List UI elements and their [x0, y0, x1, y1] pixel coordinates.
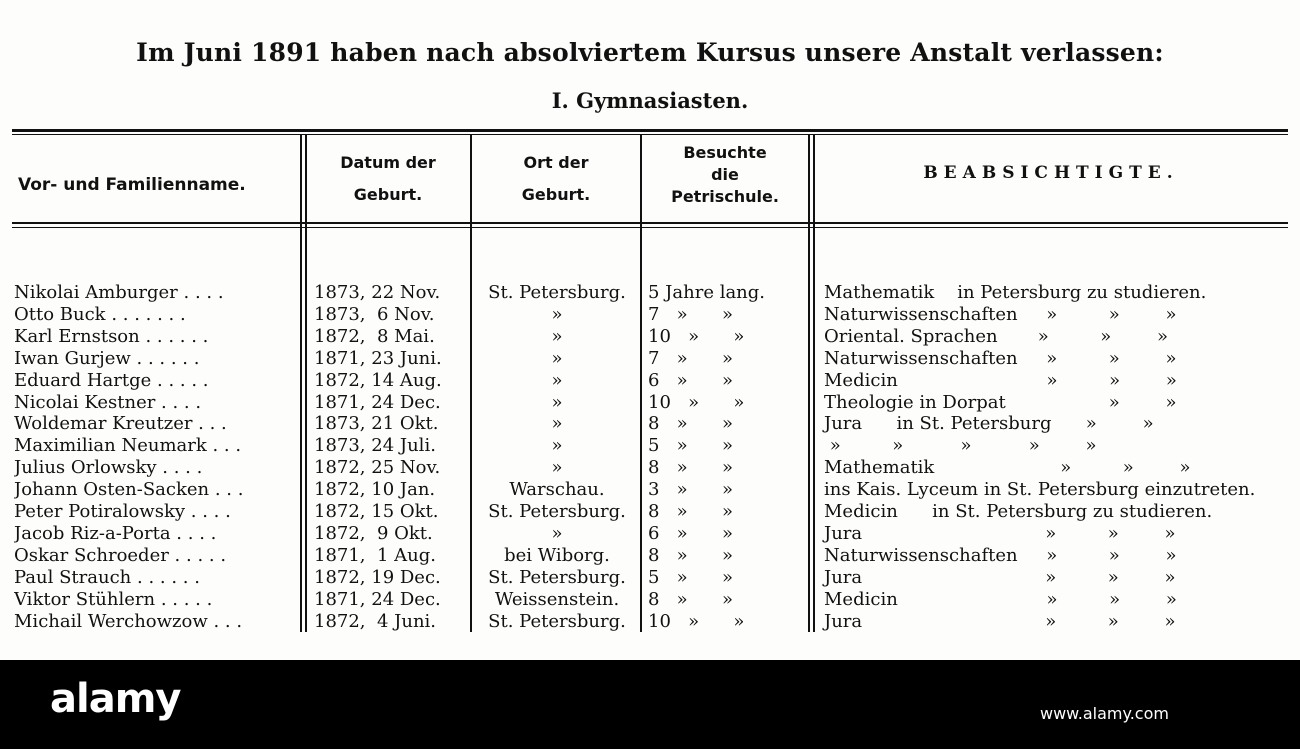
header-name: Vor- und Familienname.: [18, 175, 246, 195]
row-name: Michail Werchowzow . . .: [14, 610, 243, 632]
watermark-url: www.alamy.com: [1040, 704, 1169, 723]
row-school-years: 10 » »: [648, 610, 745, 632]
row-birth-date: 1871, 23 Juni.: [314, 347, 442, 369]
row-intended-study: Jura in St. Petersburg » »: [824, 413, 1154, 435]
row-school-years: 3 » »: [648, 479, 733, 501]
column-divider-2: [470, 134, 472, 632]
row-birth-place: St. Petersburg.: [488, 282, 626, 303]
row-school-years: 10 » »: [648, 391, 745, 413]
row-name: Karl Ernstson . . . . . .: [14, 325, 209, 347]
row-school-years: 5 » »: [648, 566, 733, 588]
row-intended-study: » » » » »: [824, 435, 1097, 457]
header-plan: BEABSICHTIGTE.: [923, 163, 1179, 183]
row-name: Oskar Schroeder . . . . .: [14, 544, 227, 566]
row-school-years: 6 » »: [648, 369, 733, 391]
row-school-years: 8 » »: [648, 457, 733, 479]
row-school-years: 8 » »: [648, 544, 733, 566]
row-school-years: 7 » »: [648, 303, 733, 325]
header-place: [472, 150, 640, 208]
header-school-line2: die: [711, 165, 739, 184]
row-school-years: 5 » »: [648, 435, 733, 457]
header-rule-thin: [12, 227, 1288, 228]
row-birth-place: »: [551, 457, 563, 479]
watermark-logo: alamy: [50, 676, 181, 722]
row-birth-place: »: [551, 369, 563, 391]
row-intended-study: Jura » » »: [824, 566, 1176, 588]
header-school-line3: Petrischule.: [671, 187, 779, 206]
row-name: Eduard Hartge . . . . .: [14, 369, 209, 391]
header-place-line1: Ort der: [523, 153, 589, 172]
row-name: Paul Strauch . . . . . .: [14, 566, 200, 588]
header-rule: [12, 222, 1288, 224]
row-name: Viktor Stühlern . . . . .: [14, 588, 213, 610]
row-birth-date: 1872, 15 Okt.: [314, 501, 439, 522]
row-school-years: 6 » »: [648, 522, 733, 544]
row-name: Johann Osten-Sacken . . .: [14, 479, 244, 501]
row-birth-date: 1873, 24 Juli.: [314, 435, 436, 457]
row-birth-place: St. Petersburg.: [488, 610, 626, 632]
row-birth-date: 1872, 25 Nov.: [314, 457, 441, 479]
row-name: Julius Orlowsky . . . .: [14, 457, 203, 479]
row-birth-place: »: [551, 347, 563, 369]
row-intended-study: Mathematik » » »: [824, 457, 1191, 479]
row-birth-place: St. Petersburg.: [488, 501, 626, 522]
row-school-years: 5 Jahre lang.: [648, 282, 766, 303]
header-school: [642, 142, 808, 208]
row-intended-study: Naturwissenschaften » » »: [824, 303, 1177, 325]
row-school-years: 8 » »: [648, 413, 733, 435]
column-divider-1: [300, 134, 302, 632]
row-birth-date: 1872, 9 Okt.: [314, 522, 433, 544]
row-birth-place: Warschau.: [509, 479, 605, 501]
row-birth-date: 1873, 22 Nov.: [314, 282, 441, 303]
row-intended-study: Naturwissenschaften » » »: [824, 544, 1177, 566]
row-name: Nikolai Amburger . . . .: [14, 282, 224, 303]
row-name: Woldemar Kreutzer . . .: [14, 413, 227, 435]
header-place-line2: Geburt.: [521, 185, 591, 204]
row-birth-date: 1872, 4 Juni.: [314, 610, 437, 632]
section-subtitle: I. Gymnasiasten.: [551, 88, 749, 113]
column-divider-4: [808, 134, 810, 632]
row-school-years: 8 » »: [648, 501, 733, 522]
row-school-years: 10 » »: [648, 325, 745, 347]
row-school-years: 7 » »: [648, 347, 733, 369]
row-name: Nicolai Kestner . . . .: [14, 391, 202, 413]
header-date-line2: Geburt.: [353, 185, 423, 204]
header-date-line1: Datum der: [340, 153, 436, 172]
row-birth-place: »: [551, 413, 563, 435]
column-divider-1b: [305, 134, 307, 632]
row-name: Jacob Riz-a-Porta . . . .: [14, 522, 217, 544]
row-name: Otto Buck . . . . . . .: [14, 303, 186, 325]
header-date: [306, 150, 470, 208]
row-birth-date: 1872, 8 Mai.: [314, 325, 435, 347]
header-school-line1: Besuchte: [683, 143, 767, 162]
row-name: Maximilian Neumark . . .: [14, 435, 242, 457]
row-birth-date: 1872, 10 Jan.: [314, 479, 436, 501]
column-divider-4b: [813, 134, 815, 632]
row-birth-place: bei Wiborg.: [504, 544, 610, 566]
row-birth-place: St. Petersburg.: [488, 566, 626, 588]
row-intended-study: Medicin » » »: [824, 588, 1177, 610]
row-intended-study: Theologie in Dorpat » »: [824, 391, 1177, 413]
row-school-years: 8 » »: [648, 588, 733, 610]
row-birth-place: »: [551, 522, 563, 544]
row-birth-date: 1872, 14 Aug.: [314, 369, 442, 391]
row-birth-date: 1872, 19 Dec.: [314, 566, 441, 588]
row-birth-date: 1873, 21 Okt.: [314, 413, 439, 435]
row-birth-date: 1871, 24 Dec.: [314, 391, 441, 413]
row-birth-date: 1873, 6 Nov.: [314, 303, 435, 325]
page-title: Im Juni 1891 haben nach absolviertem Kursus unsere Anstalt verlassen:: [136, 38, 1164, 67]
row-birth-place: »: [551, 303, 563, 325]
row-name: Iwan Gurjew . . . . . .: [14, 347, 200, 369]
column-divider-3: [640, 134, 642, 632]
row-intended-study: Oriental. Sprachen » » »: [824, 325, 1168, 347]
row-birth-date: 1871, 1 Aug.: [314, 544, 436, 566]
top-rule-thin: [12, 134, 1288, 135]
row-birth-place: »: [551, 435, 563, 457]
row-intended-study: Jura » » »: [824, 610, 1176, 632]
row-birth-place: Weissenstein.: [494, 588, 620, 610]
row-intended-study: Jura » » »: [824, 522, 1176, 544]
row-intended-study: ins Kais. Lyceum in St. Petersburg einzutreten.: [824, 479, 1256, 501]
row-name: Peter Potiralowsky . . . .: [14, 501, 231, 522]
row-birth-date: 1871, 24 Dec.: [314, 588, 441, 610]
row-intended-study: Medicin in St. Petersburg zu studieren.: [824, 501, 1213, 522]
row-intended-study: Naturwissenschaften » » »: [824, 347, 1177, 369]
row-intended-study: Mathematik in Petersburg zu studieren.: [824, 282, 1207, 303]
row-intended-study: Medicin » » »: [824, 369, 1177, 391]
row-birth-place: »: [551, 325, 563, 347]
top-rule: [12, 129, 1288, 132]
row-birth-place: »: [551, 391, 563, 413]
